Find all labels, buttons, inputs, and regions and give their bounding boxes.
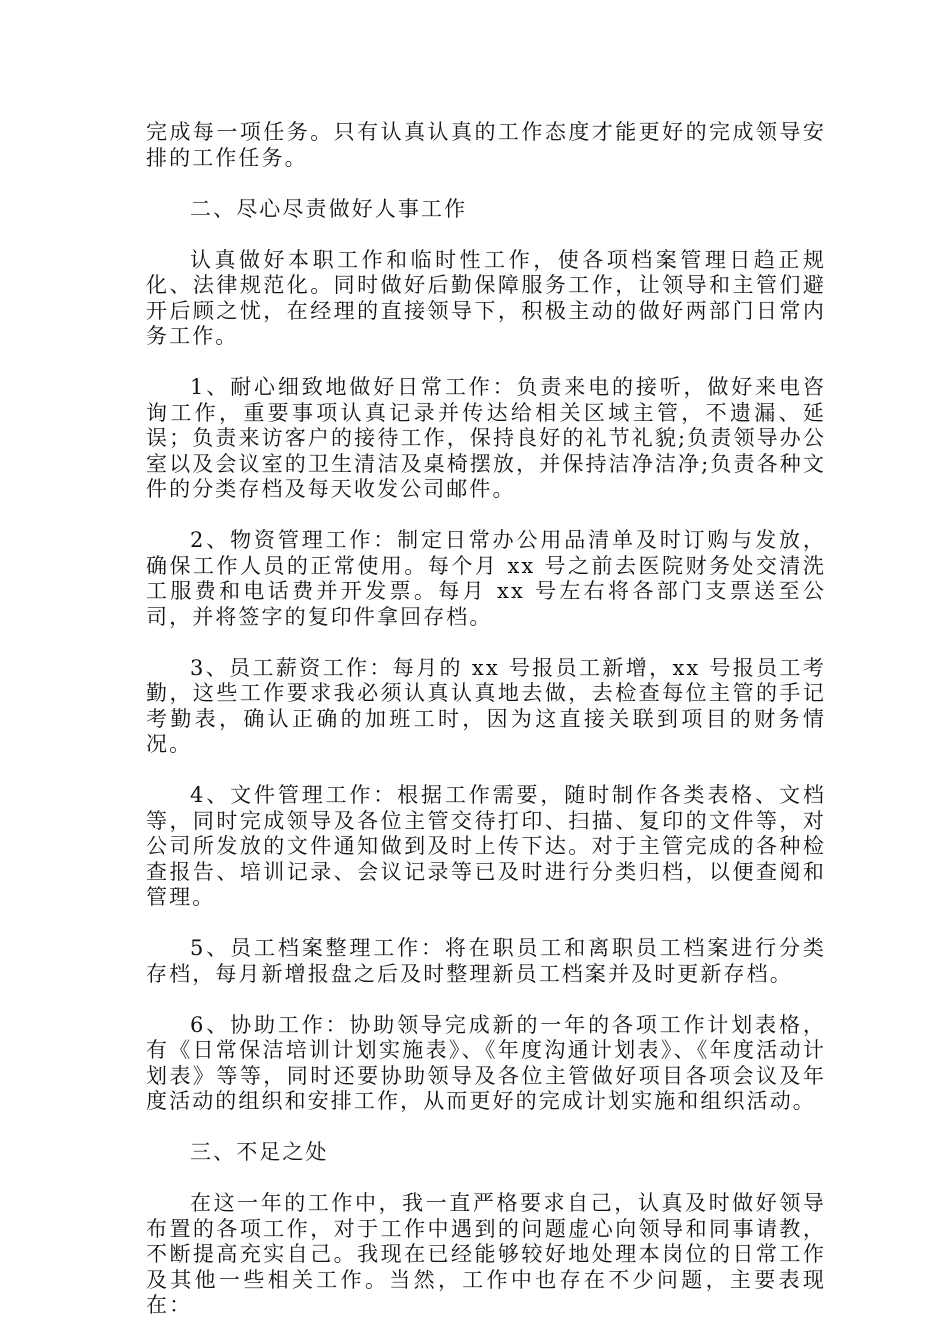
paragraph-personnel-intro: 认真做好本职工作和临时性工作，使各项档案管理日趋正规化、法律规范化。同时做好后勤保障服务工作，让领导和主管们避开后顾之忧，在经理的直接领导下，积极主动的做好两部门日常内务工作。: [146, 247, 826, 348]
paragraph-item-salary: 3、员工薪资工作：每月的 xx 号报员工新增，xx 号报员工考勤，这些工作要求我必须认真认真地去做，去检查每位主管的手记考勤表，确认正确的加班工时，因为这直接关联到项目的财务情况。: [146, 655, 826, 756]
paragraph-item-materials: 2、物资管理工作：制定日常办公用品清单及时订购与发放，确保工作人员的正常使用。每个月 xx 号之前去医院财务处交清洗工服费和电话费并开发票。每月 xx 号左右将各部门支票送至公司，并将签字的复印件拿回存档。: [146, 528, 826, 629]
document-page: [146, 120, 826, 1344]
paragraph-continuation: 完成每一项任务。只有认真认真的工作态度才能更好的完成领导安排的工作任务。: [146, 120, 826, 170]
section-heading-shortcomings: 三、不足之处: [190, 1140, 329, 1164]
paragraph-shortcomings: 在这一年的工作中，我一直严格要求自己，认真及时做好领导布置的各项工作，对于工作中遇到的问题虚心向领导和同事请教，不断提高充实自己。我现在已经能够较好地处理本岗位的日常工作及其他一些相关工作。当然，工作中也存在不少问题，主要表现在：: [146, 1191, 826, 1317]
section-heading-personnel: 二、尽心尽责做好人事工作: [190, 196, 468, 221]
paragraph-item-daily-work: 1、耐心细致地做好日常工作：负责来电的接听，做好来电咨询工作，重要事项认真记录并传达给相关区域主管，不遗漏、延误；负责来访客户的接待工作，保持良好的礼节礼貌;负责领导办公室以及会议室的卫生清洁及桌椅摆放，并保持洁净洁净;负责各种文件的分类存档及每天收发公司邮件。: [146, 375, 826, 501]
paragraph-item-archives: 5、员工档案整理工作：将在职员工和离职员工档案进行分类存档，每月新增报盘之后及时整理新员工档案并及时更新存档。: [146, 936, 826, 986]
paragraph-item-files: 4、文件管理工作：根据工作需要，随时制作各类表格、文档等，同时完成领导及各位主管交待打印、扫描、复印的文件等，对公司所发放的文件通知做到及时上传下达。对于主管完成的各种检查报告、培训记录、会议记录等已及时进行分类归档，以便查阅和管理。: [146, 783, 826, 909]
paragraph-item-assist: 6、协助工作：协助领导完成新的一年的各项工作计划表格，有《日常保洁培训计划实施表》、《年度沟通计划表》、《年度活动计划表》等等，同时还要协助领导及各位主管做好项目各项会议及年度活动的组织和安排工作，从而更好的完成计划实施和组织活动。: [146, 1012, 826, 1113]
